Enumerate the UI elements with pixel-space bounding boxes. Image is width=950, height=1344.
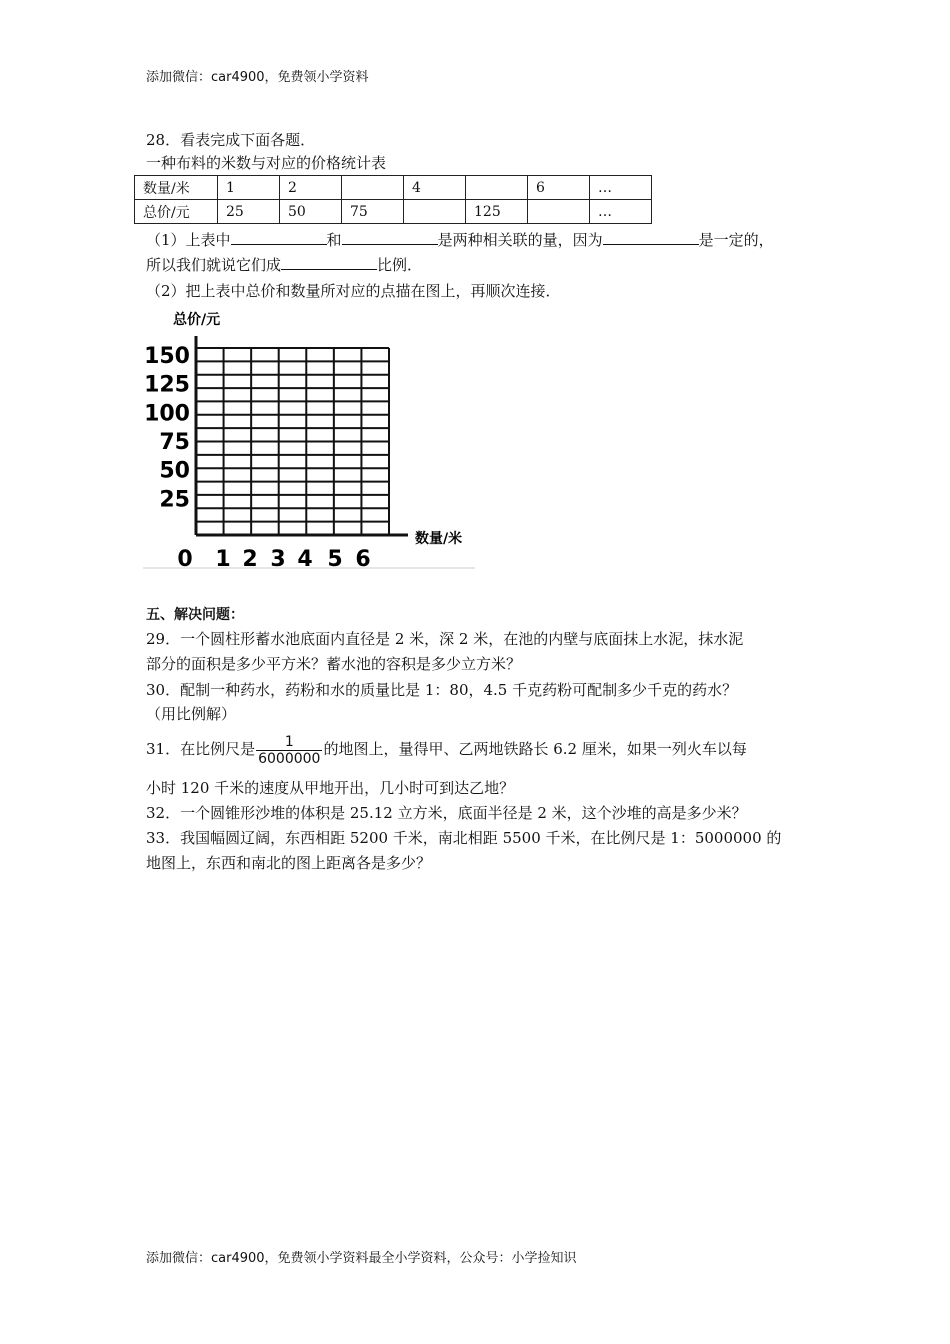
q31-text-a: 31．在比例尺是 bbox=[146, 740, 256, 758]
table-cell: 数量/米 bbox=[135, 176, 218, 200]
x-tick-label: 3 bbox=[270, 547, 286, 570]
y-tick-label: 50 bbox=[159, 458, 190, 484]
q29-line2: 部分的面积是多少平方米？蓄水池的容积是多少立方米？ bbox=[146, 655, 522, 673]
answer-blank[interactable] bbox=[231, 230, 327, 245]
q28-sub1-text-b: 和 bbox=[326, 231, 342, 249]
y-axis-label: 总价/元 bbox=[173, 312, 221, 328]
table-cell bbox=[342, 176, 404, 200]
q30-line2: （用比例解） bbox=[146, 705, 237, 723]
q28-sub1-text-e: 所以我们就说它们成 bbox=[146, 256, 282, 274]
x-axis-label: 数量/米 bbox=[415, 531, 463, 547]
table-cell: … bbox=[590, 176, 652, 200]
x-tick-label: 2 bbox=[242, 547, 258, 570]
y-tick-labels bbox=[144, 344, 190, 512]
answer-blank[interactable] bbox=[603, 230, 699, 245]
y-tick-label: 25 bbox=[159, 487, 190, 513]
table-cell: 75 bbox=[342, 200, 404, 224]
table-row bbox=[135, 176, 652, 200]
y-tick-label: 150 bbox=[144, 343, 190, 369]
x-tick-label: 6 bbox=[355, 547, 371, 570]
q28-sub1-line1 bbox=[146, 229, 774, 251]
table-cell: 4 bbox=[404, 176, 466, 200]
y-tick-label: 75 bbox=[159, 429, 190, 455]
q29-line1: 29．一个圆柱形蓄水池底面内直径是 2 米，深 2 米，在池的内壁与底面抹上水泥，抹水泥 bbox=[146, 630, 744, 648]
q28-sub1-line2 bbox=[146, 254, 422, 276]
table-cell bbox=[404, 200, 466, 224]
scale-fraction bbox=[256, 734, 322, 767]
q32: 32．一个圆锥形沙堆的体积是 25.12 立方米，底面半径是 2 米，这个沙堆的高是多少米？ bbox=[146, 804, 747, 822]
table-cell: … bbox=[590, 200, 652, 224]
fraction-numerator: 1 bbox=[256, 734, 322, 751]
table-cell: 1 bbox=[218, 176, 280, 200]
q28-sub1-text-c: 是两种相关联的量，因为 bbox=[437, 231, 603, 249]
x-tick-label: 0 bbox=[177, 547, 193, 570]
x-tick-label: 4 bbox=[297, 547, 313, 570]
section5-title: 五、解决问题： bbox=[146, 607, 244, 623]
answer-blank[interactable] bbox=[342, 230, 438, 245]
page-header: 添加微信：car4900，免费领小学资料 bbox=[146, 70, 369, 85]
x-tick-labels bbox=[177, 547, 370, 570]
q33-line1: 33．我国幅圆辽阔，东西相距 5200 千米，南北相距 5500 千米，在比例尺是 1：5000000 的 bbox=[146, 829, 782, 847]
table-cell: 125 bbox=[466, 200, 528, 224]
q28-sub1-text-d: 是一定的， bbox=[698, 231, 774, 249]
q28-title: 28．看表完成下面各题． bbox=[146, 131, 316, 149]
q28-sub1-text-f: 比例． bbox=[377, 256, 423, 274]
table-cell: 25 bbox=[218, 200, 280, 224]
table-row bbox=[135, 200, 652, 224]
price-table bbox=[134, 175, 652, 224]
q28-table-caption: 一种布料的米数与对应的价格统计表 bbox=[146, 154, 387, 172]
table-cell bbox=[528, 200, 590, 224]
fraction-denominator: 6000000 bbox=[258, 750, 321, 767]
q33-line2: 地图上，东西和南北的图上距离各是多少？ bbox=[146, 854, 432, 872]
chart-grid bbox=[196, 336, 408, 535]
y-tick-label: 100 bbox=[144, 401, 190, 427]
table-cell: 2 bbox=[280, 176, 342, 200]
x-tick-label: 5 bbox=[327, 547, 343, 570]
q30-line1: 30．配制一种药水，药粉和水的质量比是 1：80，4.5 千克药粉可配制多少千克的药水？ bbox=[146, 681, 738, 699]
q31-line1 bbox=[146, 727, 747, 771]
page-footer: 添加微信：car4900，免费领小学资料最全小学资料，公众号：小学捡知识 bbox=[146, 1251, 577, 1266]
q31-line2: 小时 120 千米的速度从甲地开出，几小时可到达乙地？ bbox=[146, 779, 515, 797]
q31-text-b: 的地图上，量得甲、乙两地铁路长 6.2 厘米，如果一列火车以每 bbox=[323, 740, 747, 758]
x-tick-label: 1 bbox=[215, 547, 231, 570]
answer-blank[interactable] bbox=[281, 255, 377, 270]
table-cell bbox=[466, 176, 528, 200]
y-tick-label: 125 bbox=[144, 372, 190, 398]
table-cell: 总价/元 bbox=[135, 200, 218, 224]
table-cell: 6 bbox=[528, 176, 590, 200]
q28-sub2: （2）把上表中总价和数量所对应的点描在图上，再顺次连接． bbox=[146, 282, 561, 300]
price-quantity-chart bbox=[143, 308, 475, 570]
table-cell: 50 bbox=[280, 200, 342, 224]
q28-sub1-text-a: （1）上表中 bbox=[146, 231, 231, 249]
